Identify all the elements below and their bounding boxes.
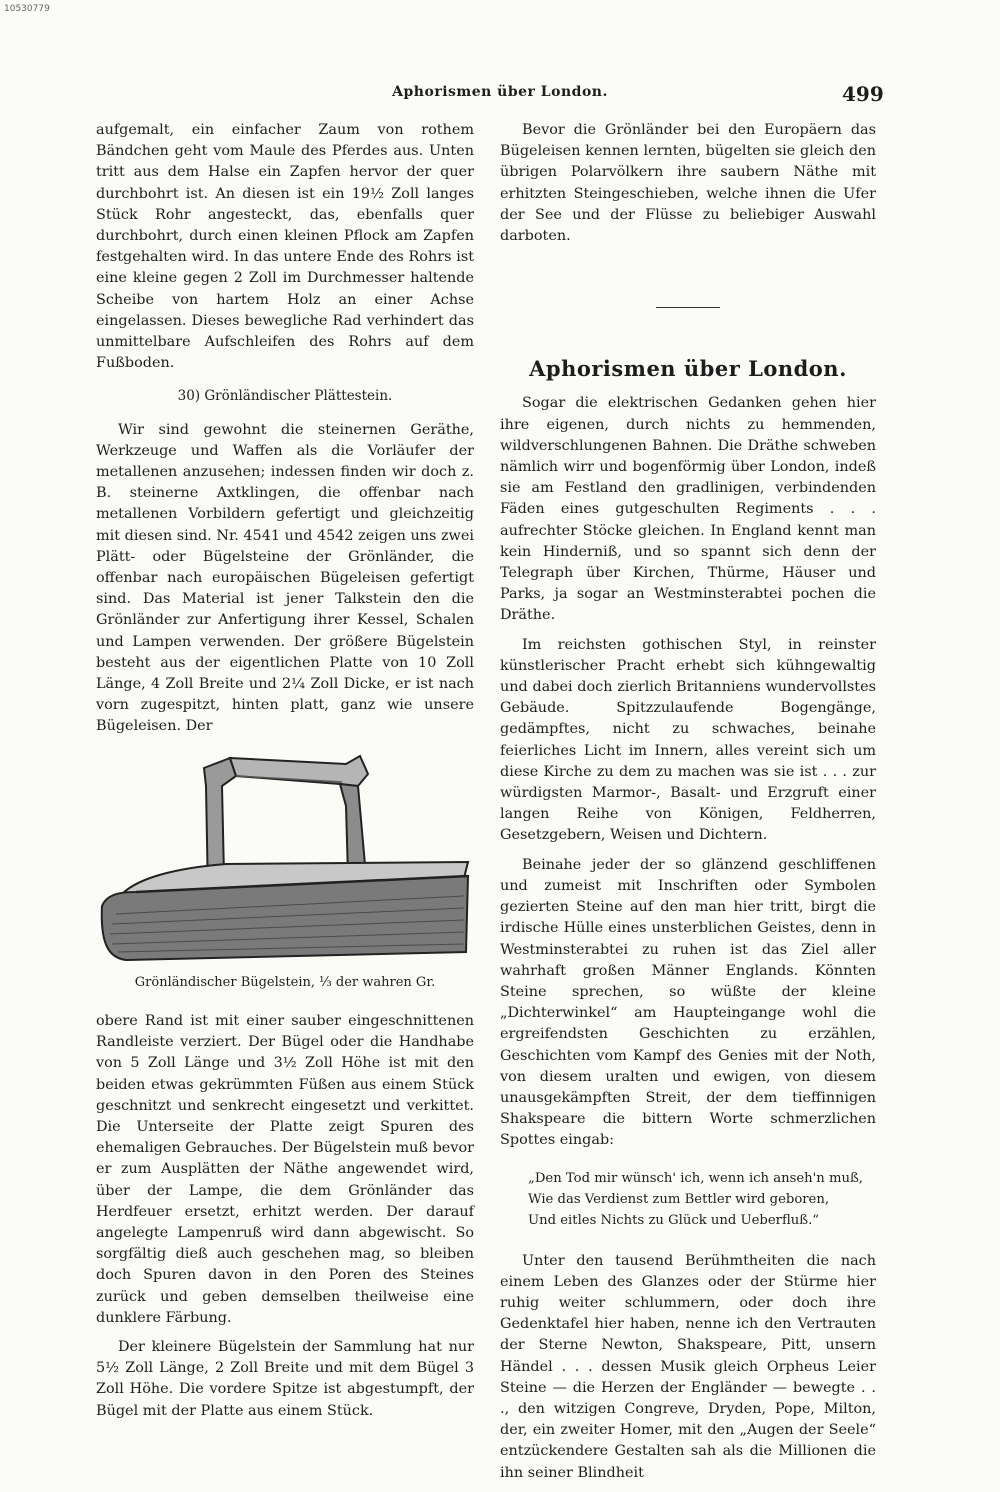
- right-paragraph-1: Bevor die Grönländer bei den Europäern das Bügeleisen kennen lernten, bügelten sie gleich den übrigen Polarvölkern ihre saubern Näthe mit erhitzten Steingeschieben, welche ihnen die Ufer der See und der Flüsse zu beliebiger Auswahl darboten.: [500, 122, 876, 245]
- ironing-stone-illustration: [96, 746, 474, 966]
- figure-ironing-stone: [96, 746, 474, 966]
- right-column: [500, 120, 876, 1492]
- right-paragraph-2: Sogar die elektrischen Gedanken gehen hier ihre eigenen, durch nichts zu hemmenden, wildverschlungenen Bahnen. Die Dräthe schweben nämlich wirr und bogenförmig über London, indeß sie am Festland den gradlinigen, verbindenden Fäden eines gutgeschulten Regiments . . . aufrechter Stöcke gleichen. In England kennt man kein Hinderniß, und so spannt sich denn der Telegraph über Kirchen, Thürme, Häuser und Parks, ja sogar an Westminsterabtei pochen die Dräthe.: [500, 395, 876, 624]
- figure-caption: Grönländischer Bügelstein, ⅓ der wahren Gr.: [134, 974, 436, 990]
- left-paragraph-4: Der kleinere Bügelstein der Sammlung hat nur 5½ Zoll Länge, 2 Zoll Breite und mit dem Bügel 3 Zoll Höhe. Die vordere Spitze ist abgestumpft, der Bügel mit der Platte aus einem Stück.: [96, 1338, 474, 1419]
- archive-id-stamp: 10530779: [4, 4, 50, 14]
- section-heading: 30) Grönländischer Plättestein.: [177, 388, 393, 405]
- verse-line: Wie das Verdienst zum Bettler wird geboren,: [528, 1191, 830, 1207]
- verse-line: „Den Tod mir wünsch' ich, wenn ich anseh'n muß,: [528, 1170, 863, 1186]
- right-paragraph-3: Im reichsten gothischen Styl, in reinster künstlerischer Pracht erhebt sich kühngewaltig und dabei doch zierlich Britanniens wundervollstes Gebäude. Spitzzulaufende Bogengänge, gedämpftes, nicht zu schwaches, beinahe feierliches Licht im Innern, alles vereint sich um diese Kirche zu dem zu machen was sie ist . . . zur würdigsten Marmor-, Basalt- und Erzgruft einer langen Reihe von Königen, Feldherren, Gesetzgebern, Weisen und Dichtern.: [500, 636, 876, 844]
- right-paragraph-4: Beinahe jeder der so glänzend geschliffenen und zumeist mit Inschriften oder Symbolen gezierten Steine auf den man hier tritt, birgt die irdische Hülle eines unsterblichen Geistes, denn in Westminsterabtei zu ruhen ist das Ziel aller wahrhaft großen Männer Englands. Könnten Steine sprechen, so wüßte der kleine „Dichterwinkel“ am Haupteingange wohl die ergreifendsten Geschichten zu erzählen, Geschichten vom Kampf des Genies mit der Noth, von diesem uralten und ewigen, von diesem unausgekämpften Streit, der dem tieffinnigen Shakspeare die bittern Worte schmerzlichen Spottes eingab:: [500, 856, 876, 1149]
- running-head: Aphorismen über London.: [392, 84, 608, 100]
- right-paragraph-5: Unter den tausend Berühmtheiten die nach einem Leben des Glanzes oder der Stürme hier ruhig weiter schlummern, oder doch ihre Gedenktafel hier haben, nenne ich den Vertrauten der Sterne Newton, Shakspeare, Pitt, unsern Händel . . . dessen Musik gleich Orpheus Leier Steine — die Herzen der Engländer — bewegte . . ., den witzigen Congreve, Dryden, Pope, Milton, der, ein zweiter Homer, mit den „Augen der Seele“ entzückendere Gestalten sah als die Millionen die ihn seiner Blindheit: [500, 1252, 876, 1481]
- verse-line: Und eitles Nichts zu Glück und Ueberfluß.“: [528, 1212, 820, 1228]
- left-paragraph-3: obere Rand ist mit einer sauber eingeschnittenen Randleiste verziert. Der Bügel oder die Handhabe von 5 Zoll Länge und 3½ Zoll Höhe ist mit den beiden etwas gekrümmten Füßen aus einem Stück geschnitzt und senkrecht eingesetzt und verkittet. Die Unterseite der Platte zeigt Spuren des ehemaligen Gebrauches. Der Bügelstein muß bevor er zum Ausplätten der Näthe angewendet wird, über der Lampe, die dem Grönländer das Herdfeuer ersetzt, erhitzt werden. Der darauf angelegte Lampenruß wird dann abgewischt. So sorgfältig dieß auch geschehen mag, so bleiben doch Spuren davon in den Poren des Steines zurück und geben demselben theilweise eine dunklere Färbung.: [96, 1012, 474, 1326]
- left-paragraph-2: Wir sind gewohnt die steinernen Geräthe, Werkzeuge und Waffen als die Vorläufer der metallenen anzusehen; indessen finden wir doch z. B. steinerne Axtklingen, die offenbar nach metallenen Vorbildern gefertigt und gleichzeitig mit diesen sind. Nr. 4541 und 4542 zeigen uns zwei Plätt- oder Bügelsteine der Grönländer, die offenbar nach europäischen Bügeleisen gefertigt sind. Das Material ist jener Talkstein den die Grönländer zur Anfertigung ihrer Kessel, Schalen und Lampen verwenden. Der größere Bügelstein besteht aus der eigentlichen Platte von 10 Zoll Länge, 4 Zoll Breite und 2¼ Zoll Dicke, er ist nach vorn zugespitzt, hinten platt, ganz wie unsere Bügeleisen. Der: [96, 421, 474, 735]
- left-column: [96, 120, 474, 1430]
- verse-quote: [528, 1168, 876, 1231]
- page-number: 499: [842, 82, 884, 106]
- article-title: Aphorismen über London.: [529, 356, 847, 382]
- left-paragraph-1: aufgemalt, ein einfacher Zaum von rothem Bändchen geht vom Maule des Pferdes aus. Unten tritt aus dem Halse ein Zapfen hervor der quer durchbohrt ist. An diesen ist ein 19½ Zoll langes Stück Rohr angesteckt, das, ebenfalls quer durchbohrt, durch einen kleinen Pflock am Zapfen festgehalten wird. In das untere Ende des Rohrs ist eine kleine gegen 2 Zoll im Durchmesser haltende Scheibe von hartem Holz an einer Achse eingelassen. Dieses bewegliche Rad verhindert das unmittelbare Aufschleifen des Rohrs auf dem Fußboden.: [96, 122, 474, 372]
- section-divider: [656, 307, 720, 308]
